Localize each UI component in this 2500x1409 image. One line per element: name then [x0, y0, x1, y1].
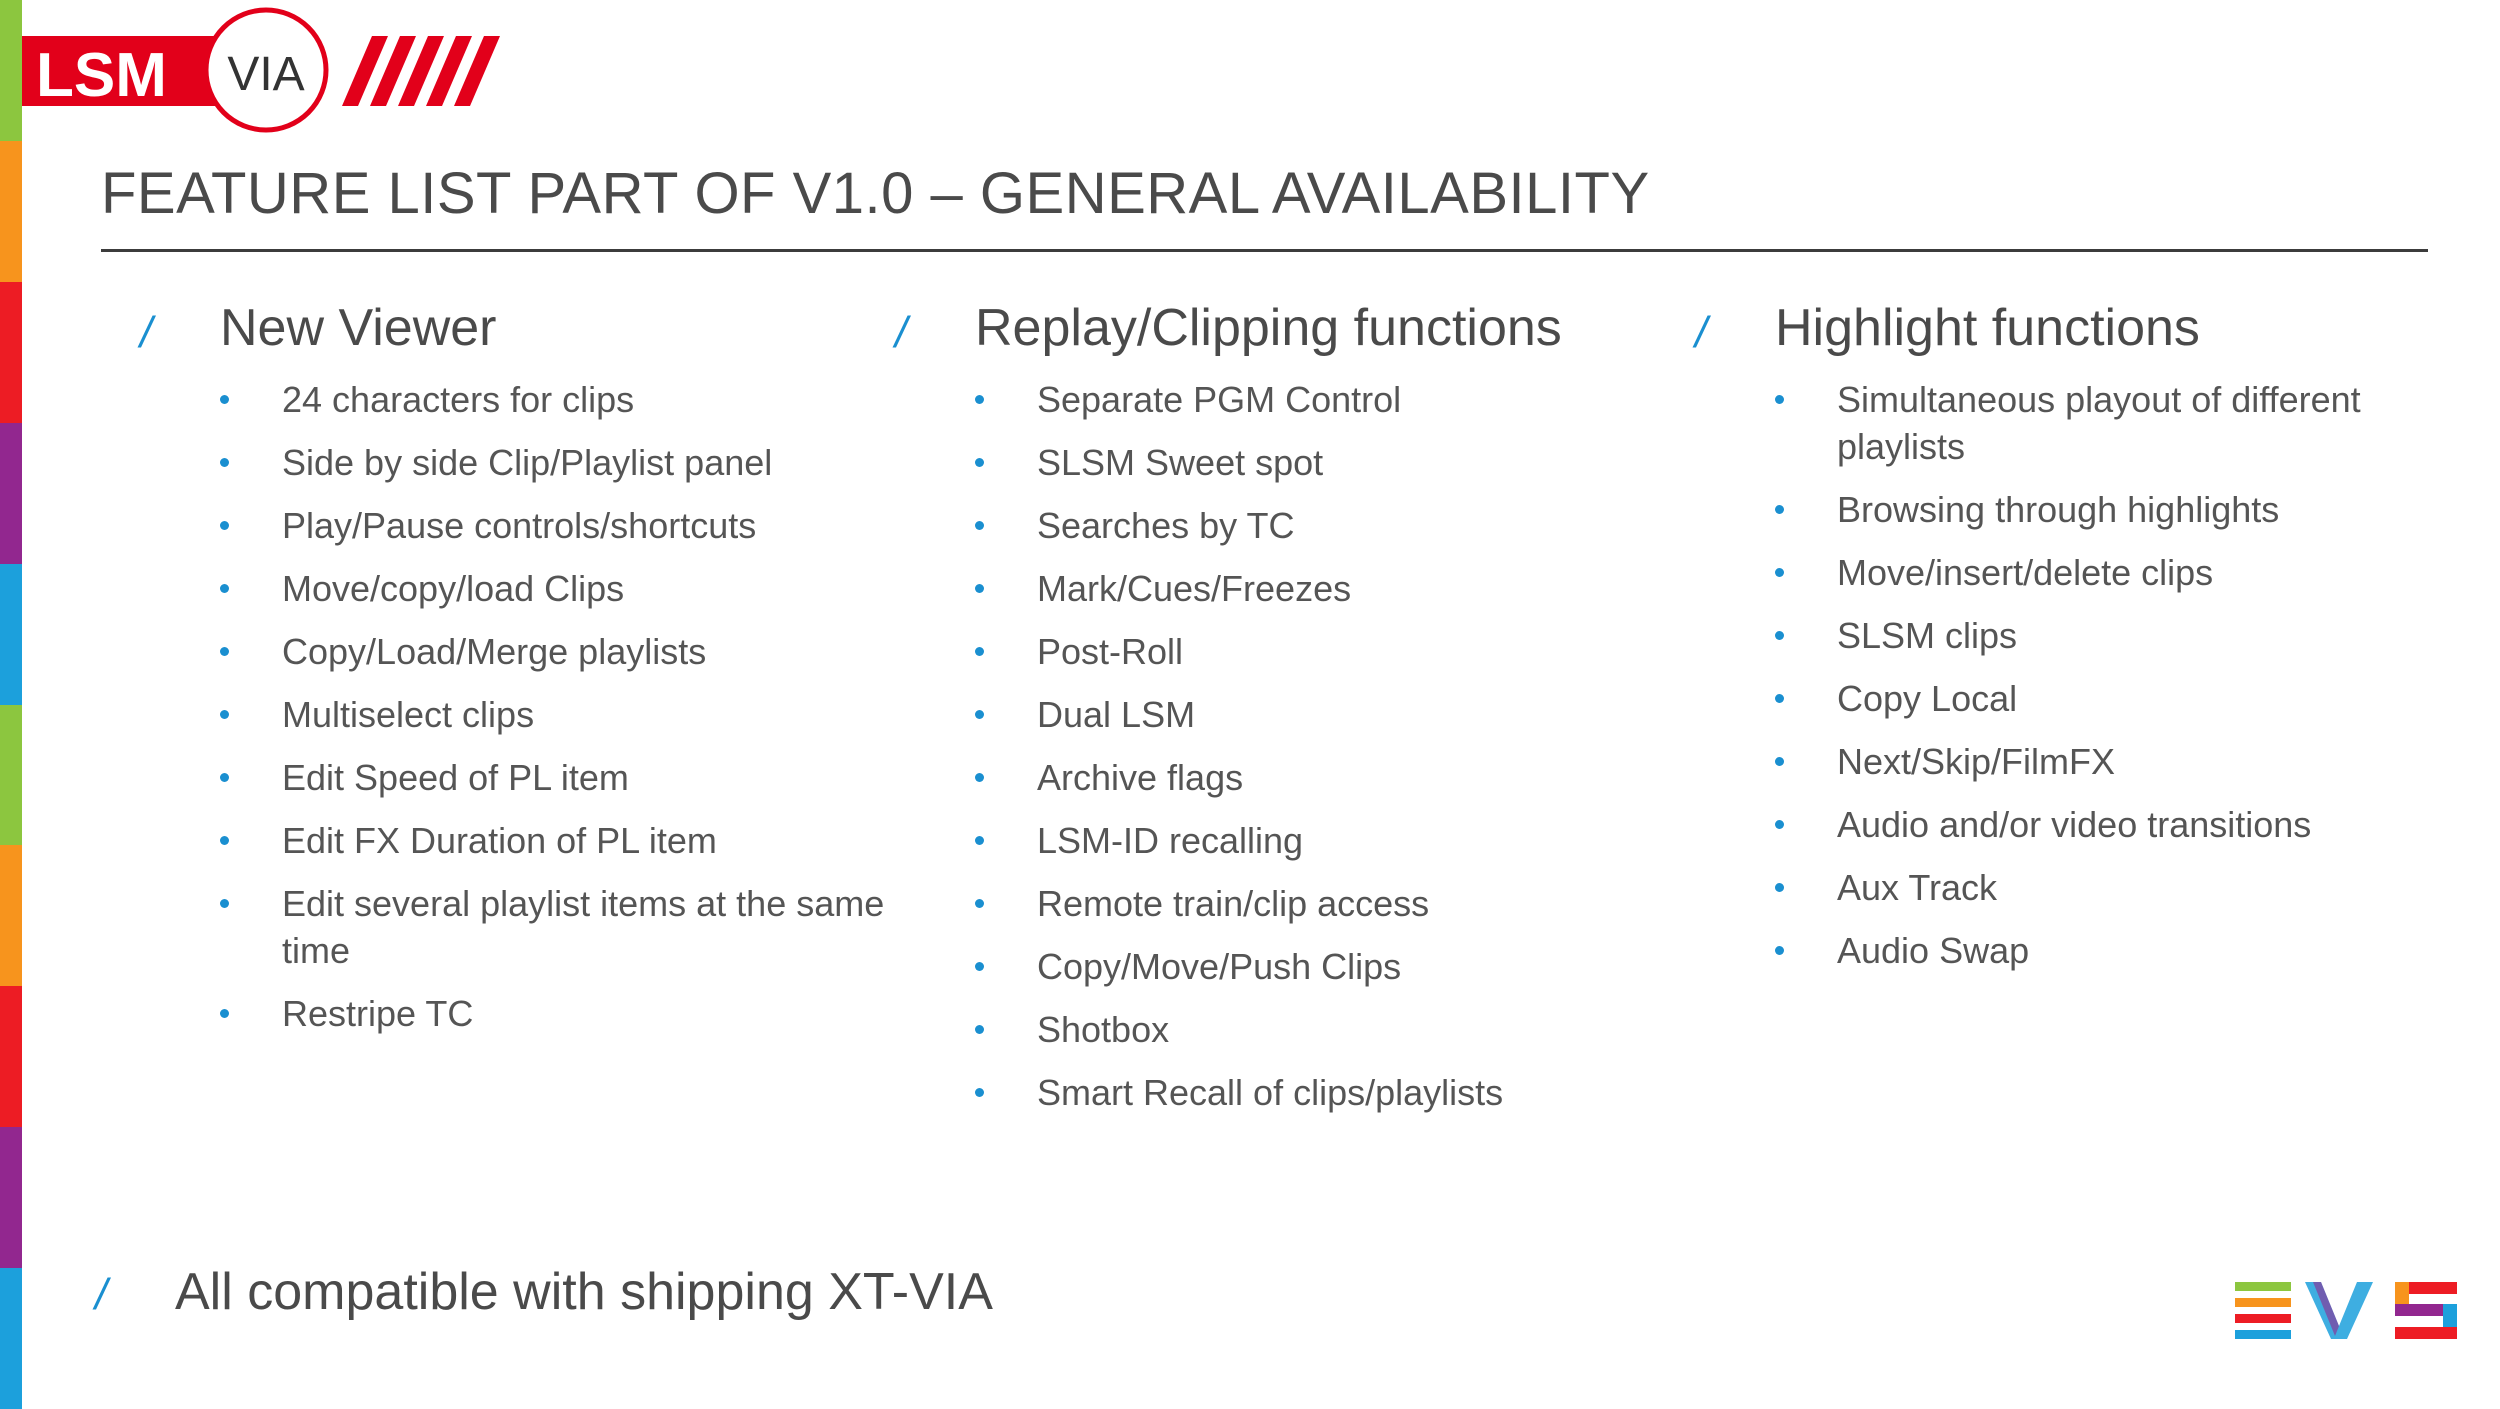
- list-item: Move/copy/load Clips: [220, 565, 910, 612]
- bullet-icon: [1775, 505, 1784, 514]
- strip-segment: [0, 282, 22, 423]
- bullet-icon: [1775, 883, 1784, 892]
- bullet-icon: [220, 899, 229, 908]
- bullet-icon: [1775, 946, 1784, 955]
- bullet-icon: [1775, 694, 1784, 703]
- slash-icon: /: [140, 308, 153, 357]
- list-item: Browsing through highlights: [1775, 486, 2455, 533]
- list-item: Next/Skip/FilmFX: [1775, 738, 2455, 785]
- list-item: Remote train/clip access: [975, 880, 1685, 927]
- slash-icon: /: [895, 308, 908, 357]
- list-item: Edit FX Duration of PL item: [220, 817, 910, 864]
- logo-via-text: VIA: [227, 48, 305, 101]
- list-item: Copy/Move/Push Clips: [975, 943, 1685, 990]
- list-item: LSM-ID recalling: [975, 817, 1685, 864]
- list-item: Edit several playlist items at the same time: [220, 880, 910, 974]
- feature-list: [975, 376, 1685, 1116]
- list-item: Edit Speed of PL item: [220, 754, 910, 801]
- bullet-icon: [975, 962, 984, 971]
- column-heading-text: Replay/Clipping functions: [975, 299, 1562, 357]
- color-strip: [0, 0, 22, 1409]
- evs-logo: [2235, 1280, 2460, 1340]
- column-heading-text: New Viewer: [220, 299, 497, 357]
- bullet-icon: [975, 710, 984, 719]
- column-heading: [895, 298, 1685, 368]
- strip-segment: [0, 0, 22, 141]
- bullet-icon: [220, 1009, 229, 1018]
- bullet-icon: [1775, 568, 1784, 577]
- bullet-icon: [1775, 757, 1784, 766]
- column-new-viewer: [140, 298, 910, 1053]
- bullet-icon: [975, 584, 984, 593]
- list-item: Shotbox: [975, 1006, 1685, 1053]
- bullet-icon: [1775, 395, 1784, 404]
- bullet-icon: [975, 773, 984, 782]
- column-highlight: [1695, 298, 2455, 990]
- list-item: 24 characters for clips: [220, 376, 910, 423]
- bullet-icon: [220, 521, 229, 530]
- list-item: Audio and/or video transitions: [1775, 801, 2455, 848]
- list-item: Smart Recall of clips/playlists: [975, 1069, 1685, 1116]
- slash-icon: /: [1695, 308, 1708, 357]
- strip-segment: [0, 986, 22, 1127]
- bullet-icon: [975, 1088, 984, 1097]
- list-item: Audio Swap: [1775, 927, 2455, 974]
- list-item: Aux Track: [1775, 864, 2455, 911]
- list-item: Separate PGM Control: [975, 376, 1685, 423]
- page-title: FEATURE LIST PART OF V1.0 – GENERAL AVAILABILITY: [101, 161, 1650, 226]
- bullet-icon: [220, 458, 229, 467]
- strip-segment: [0, 141, 22, 282]
- list-item: SLSM Sweet spot: [975, 439, 1685, 486]
- list-item: Restripe TC: [220, 990, 910, 1037]
- bullet-icon: [975, 1025, 984, 1034]
- bullet-icon: [975, 395, 984, 404]
- list-item: Copy Local: [1775, 675, 2455, 722]
- bullet-icon: [220, 836, 229, 845]
- bullet-icon: [220, 584, 229, 593]
- list-item: SLSM clips: [1775, 612, 2455, 659]
- logo-lsm-text: LSM: [36, 41, 167, 110]
- bullet-icon: [220, 710, 229, 719]
- bullet-icon: [220, 395, 229, 404]
- strip-segment: [0, 1268, 22, 1409]
- list-item: Play/Pause controls/shortcuts: [220, 502, 910, 549]
- strip-segment: [0, 423, 22, 564]
- list-item: Archive flags: [975, 754, 1685, 801]
- bullet-icon: [220, 773, 229, 782]
- slash-icon: /: [95, 1270, 108, 1319]
- feature-list: [1775, 376, 2455, 974]
- strip-segment: [0, 564, 22, 705]
- bullet-icon: [975, 458, 984, 467]
- bullet-icon: [975, 836, 984, 845]
- bullet-icon: [975, 521, 984, 530]
- feature-list: [220, 376, 910, 1037]
- list-item: Post-Roll: [975, 628, 1685, 675]
- strip-segment: [0, 845, 22, 986]
- list-item: Mark/Cues/Freezes: [975, 565, 1685, 612]
- column-heading-text: Highlight functions: [1775, 299, 2200, 357]
- column-heading: [1695, 298, 2455, 368]
- bullet-icon: [975, 647, 984, 656]
- column-heading: [140, 298, 910, 368]
- bullet-icon: [1775, 820, 1784, 829]
- list-item: Move/insert/delete clips: [1775, 549, 2455, 596]
- column-replay-clipping: [895, 298, 1685, 1132]
- list-item: Searches by TC: [975, 502, 1685, 549]
- list-item: Side by side Clip/Playlist panel: [220, 439, 910, 486]
- list-item: Simultaneous playout of different playlists: [1775, 376, 2455, 470]
- lsm-via-logo: [22, 6, 502, 134]
- bullet-icon: [975, 899, 984, 908]
- footer-text: All compatible with shipping XT-VIA: [175, 1263, 993, 1321]
- list-item: Dual LSM: [975, 691, 1685, 738]
- strip-segment: [0, 705, 22, 846]
- title-divider: [101, 249, 2428, 252]
- bullet-icon: [220, 647, 229, 656]
- list-item: Copy/Load/Merge playlists: [220, 628, 910, 675]
- strip-segment: [0, 1127, 22, 1268]
- list-item: Multiselect clips: [220, 691, 910, 738]
- bullet-icon: [1775, 631, 1784, 640]
